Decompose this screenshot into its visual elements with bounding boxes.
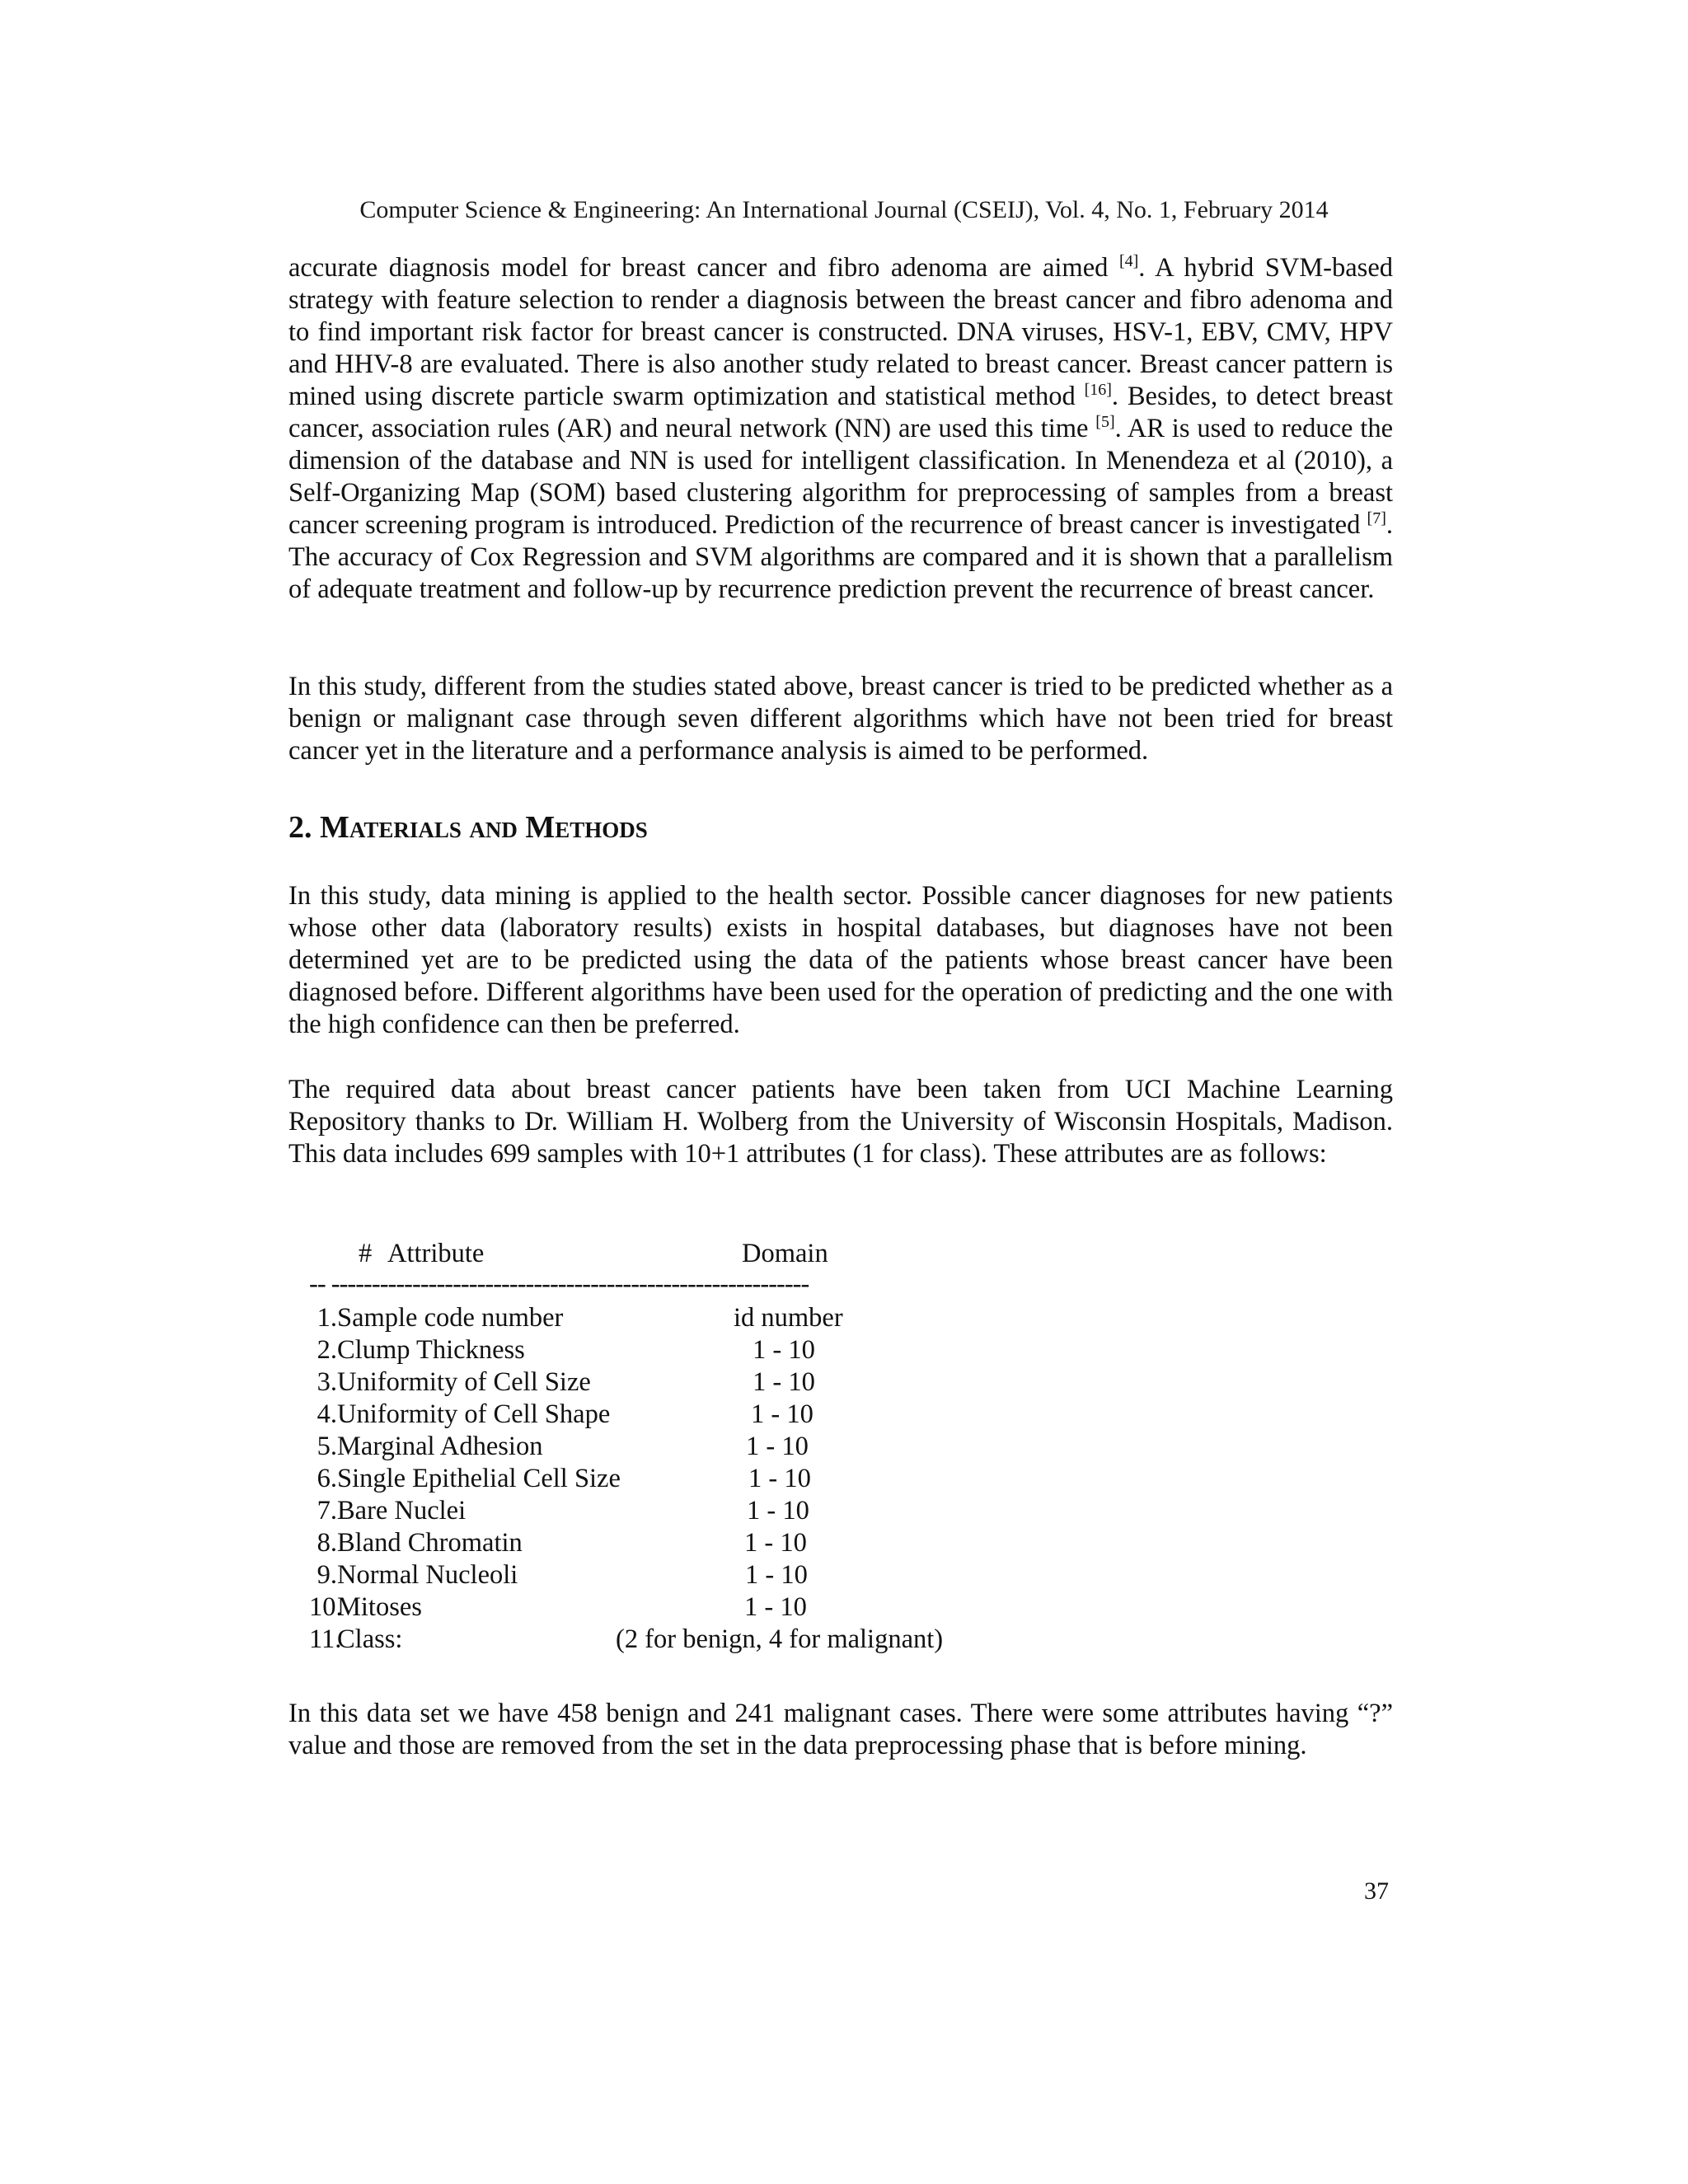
page-number: 37	[1364, 1877, 1389, 1905]
attribute-number: 9.	[316, 1560, 337, 1590]
attribute-row	[309, 1559, 808, 1591]
attribute-name: Bare Nuclei	[337, 1496, 467, 1526]
attribute-name: Uniformity of Cell Shape	[337, 1399, 611, 1429]
paragraph-study-aim: In this study, different from the studies stated above, breast cancer is tried to be predicted whether as a benign or malignant case through seven different algorithms which have not been tried for breast cancer yet in the literature and a performance analysis is aimed to be performed.	[288, 672, 1393, 766]
header-attribute: Attribute	[387, 1239, 485, 1268]
attribute-domain: 1 - 10	[746, 1432, 809, 1461]
citation: [4]	[1118, 252, 1139, 271]
attribute-number: 6.	[316, 1464, 337, 1493]
paragraph-dataset-summary: In this data set we have 458 benign and 241 malignant cases. There were some attributes having “?” value and those are removed from the set in the data preprocessing phase that is before mining.	[288, 1699, 1393, 1760]
attribute-name: Sample code number	[337, 1303, 564, 1333]
attribute-number: 4.	[316, 1399, 337, 1429]
text-segment: accurate diagnosis model for breast cancer and fibro adenoma are aimed	[288, 253, 1119, 283]
section-title: Materials and Methods	[320, 810, 648, 845]
attribute-domain: 1 - 10	[744, 1592, 807, 1622]
attribute-number: 8.	[316, 1528, 337, 1558]
attribute-name: Uniformity of Cell Size	[337, 1367, 591, 1397]
attribute-name: Class:	[337, 1624, 403, 1654]
attribute-domain: id number	[734, 1303, 843, 1333]
attribute-name: Bland Chromatin	[337, 1528, 523, 1558]
paragraph-data-source: The required data about breast cancer patients have been taken from UCI Machine Learning Repository thanks to Dr. William H. Wolberg from the University of Wisconsin Hospitals, Madison. This data includes 699 samples with 10+1 attributes (1 for class). These attributes are as follows:	[288, 1075, 1393, 1169]
attribute-number: 7.	[316, 1496, 337, 1526]
attribute-number: 11.	[309, 1624, 342, 1654]
attribute-domain: 1 - 10	[753, 1335, 815, 1365]
attribute-row	[309, 1527, 807, 1559]
attribute-name: Mitoses	[337, 1592, 422, 1622]
journal-header: Computer Science & Engineering: An International Journal (CSEIJ), Vol. 4, No. 1, February 2014	[359, 196, 1329, 223]
attribute-row	[309, 1431, 809, 1463]
attribute-domain: 1 - 10	[747, 1496, 809, 1526]
attribute-name: Normal Nucleoli	[337, 1560, 518, 1590]
citation: [16]	[1084, 381, 1112, 400]
paragraph-methods: In this study, data mining is applied to the health sector. Possible cancer diagnoses for new patients whose other data (laboratory results) exists in hospital databases, but diagnoses have not been determined yet are to be predicted using the data of the patients whose breast cancer have been diagnosed before. Different algorithms have been used for the operation of predicting and the one with the high confidence can then be preferred.	[288, 881, 1393, 1039]
attribute-name: Marginal Adhesion	[337, 1432, 543, 1461]
attribute-domain: 1 - 10	[751, 1399, 814, 1429]
attribute-domain: 1 - 10	[748, 1464, 811, 1493]
header-domain: Domain	[742, 1239, 828, 1268]
text-segment: . AR is used to reduce the dimension of the database and NN is used for intelligent classification. In Menendeza et al (2010), a Self-Organizing Map (SOM) based clustering algorithm for preprocessing of samples from a breast cancer screening program is introduced. Prediction of the recurrence of breast cancer is investigated	[288, 414, 1394, 540]
section-heading	[288, 809, 648, 846]
attribute-name: Single Epithelial Cell Size	[337, 1464, 621, 1493]
text-segment: . The accuracy of Cox Regression and SVM algorithms are compared and it is shown that a parallelism of adequate treatment and follow-up by recurrence prediction prevent the recurrence of breast cancer.	[288, 510, 1393, 604]
paragraph-related-work	[288, 252, 1393, 606]
attribute-domain: 1 - 10	[745, 1560, 808, 1590]
attribute-domain: (2 for benign, 4 for malignant)	[616, 1624, 944, 1654]
attribute-number: 10.	[309, 1592, 343, 1622]
separator-line: -- -----------------------------------------------------------	[309, 1269, 809, 1299]
attribute-row	[309, 1302, 843, 1334]
header-number: #	[359, 1239, 373, 1268]
attribute-row	[309, 1463, 811, 1495]
attribute-name: Clump Thickness	[337, 1335, 525, 1365]
attribute-number: 2.	[316, 1335, 337, 1365]
attribute-number: 1.	[316, 1303, 337, 1333]
attribute-row	[309, 1366, 815, 1399]
text-segment: . Besides, to detect breast cancer, association rules (AR) and neural network (NN) are used this time	[288, 382, 1393, 443]
attribute-row	[309, 1334, 815, 1366]
citation: [7]	[1367, 509, 1386, 528]
attribute-row	[309, 1495, 809, 1527]
attribute-domain: 1 - 10	[753, 1367, 815, 1397]
attribute-number: 5.	[316, 1432, 337, 1461]
text-segment: . A hybrid SVM-based strategy with feature selection to render a diagnosis between the breast cancer and fibro adenoma and to find important risk factor for breast cancer is constructed. DNA viruses, HSV-1, EBV, CMV, HPV and HHV-8 are evaluated. There is also another study related to breast cancer. Breast cancer pattern is mined using discrete particle swarm optimization and statistical method	[288, 253, 1394, 411]
attribute-row	[309, 1591, 807, 1624]
citation: [5]	[1095, 413, 1115, 432]
attribute-number: 3.	[316, 1367, 337, 1397]
section-number: 2.	[288, 810, 320, 845]
attribute-row	[309, 1399, 814, 1431]
attribute-domain: 1 - 10	[744, 1528, 807, 1558]
attribute-row	[309, 1624, 944, 1656]
